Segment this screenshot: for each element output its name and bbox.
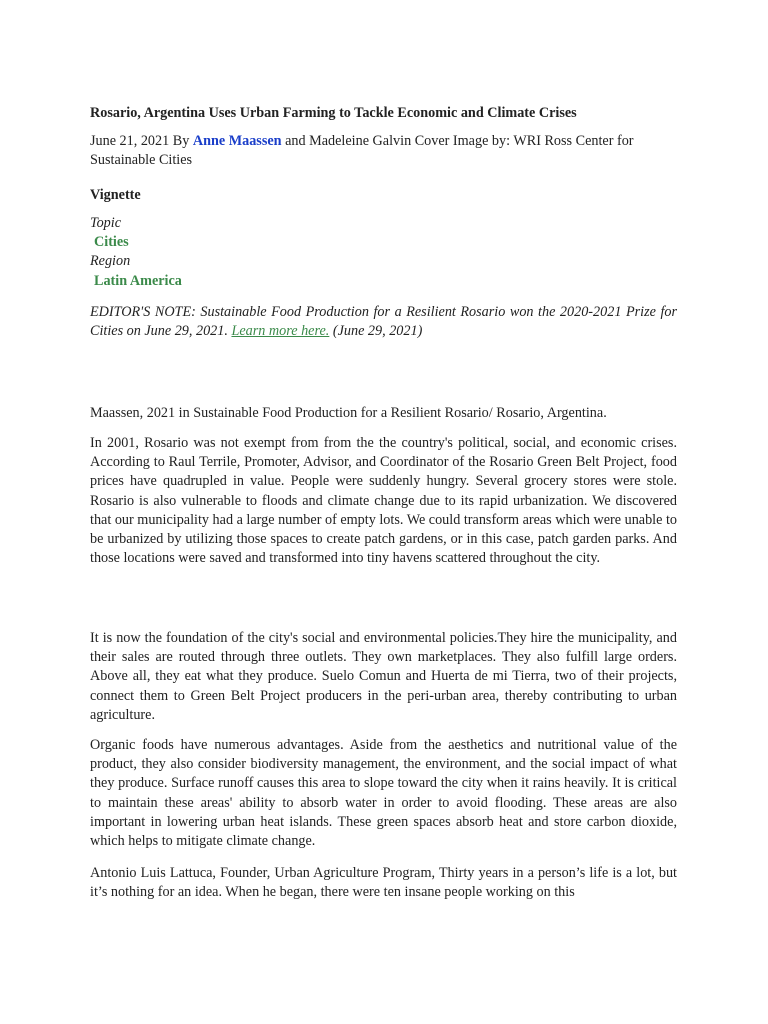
paragraph-3: Organic foods have numerous advantages. Aside from the aesthetics and nutritional value of the product, they also consider biodiversity management, the environment, and the social impact of what they produce. Surface runoff causes this area to slope toward the city when it rains heavily. It is critical to maintain these areas' ability to absorb water in order to avoid flooding. These areas are also important in lowering urban heat islands. These green spaces absorb heat and store carbon dioxide, which helps to mitigate climate change. — [90, 737, 677, 850]
byline-date: June 21, 2021 By — [90, 133, 193, 149]
region-link[interactable]: Latin America — [94, 272, 182, 289]
editor-note-date: (June 29, 2021) — [329, 323, 423, 340]
author-link[interactable]: Anne Maassen — [192, 133, 282, 149]
article-title: Rosario, Argentina Uses Urban Farming to Tackle Economic and Climate Crises — [90, 105, 577, 121]
paragraph-2: It is now the foundation of the city's social and environmental policies.They hire the municipality, and their sales are routed through three outlets. They own marketplaces. They also fulfill large orders. Above all, they eat what they produce. Suelo Comun and Huerta de mi Tierra, two of their projects, connect them to Green Belt Project producers in the peri-urban area, thereby contributing to urban agriculture. — [90, 630, 677, 723]
editor-note — [90, 303, 677, 341]
paragraph-1: In 2001, Rosario was not exempt from from the the country's political, social, and economic crises. According to Raul Terrile, Promoter, Advisor, and Coordinator of the Rosario Green Belt Project, food prices have quadrupled in value. People were suddenly hungry. Several grocery stores were stole. Rosario is also vulnerable to floods and climate change due to its rapid urbanization. We discovered that our municipality had a large number of empty lots. We could transform areas which were unable to be urbanized by utilizing those spaces to create patch gardens, or in this case, patch garden parks. And those locations were saved and transformed into tiny havens scattered throughout the city. — [90, 435, 677, 567]
byline-rest: and Madeleine Galvin Cover Image by: WRI Ross Center for Sustainable Cities — [90, 133, 634, 169]
taxonomy — [90, 214, 677, 291]
section-heading: Vignette — [90, 187, 141, 203]
editor-note-text: EDITOR'S NOTE: Sustainable Food Production for a Resilient Rosario won the 2020-2021 Prize for Cities on June 29, 2021. — [90, 304, 677, 340]
topic-label: Topic — [90, 215, 122, 231]
region-label: Region — [90, 253, 131, 270]
learn-more-link[interactable]: Learn more here. — [231, 323, 330, 340]
paragraph-4: Antonio Luis Lattuca, Founder, Urban Agriculture Program, Thirty years in a person’s life is a lot, but it’s nothing for an idea. When he began, there were ten insane people working on this — [90, 865, 677, 901]
topic-link[interactable]: Cities — [94, 234, 129, 251]
byline — [90, 132, 677, 170]
image-caption: Maassen, 2021 in Sustainable Food Production for a Resilient Rosario/ Rosario, Argentina. — [90, 405, 607, 421]
